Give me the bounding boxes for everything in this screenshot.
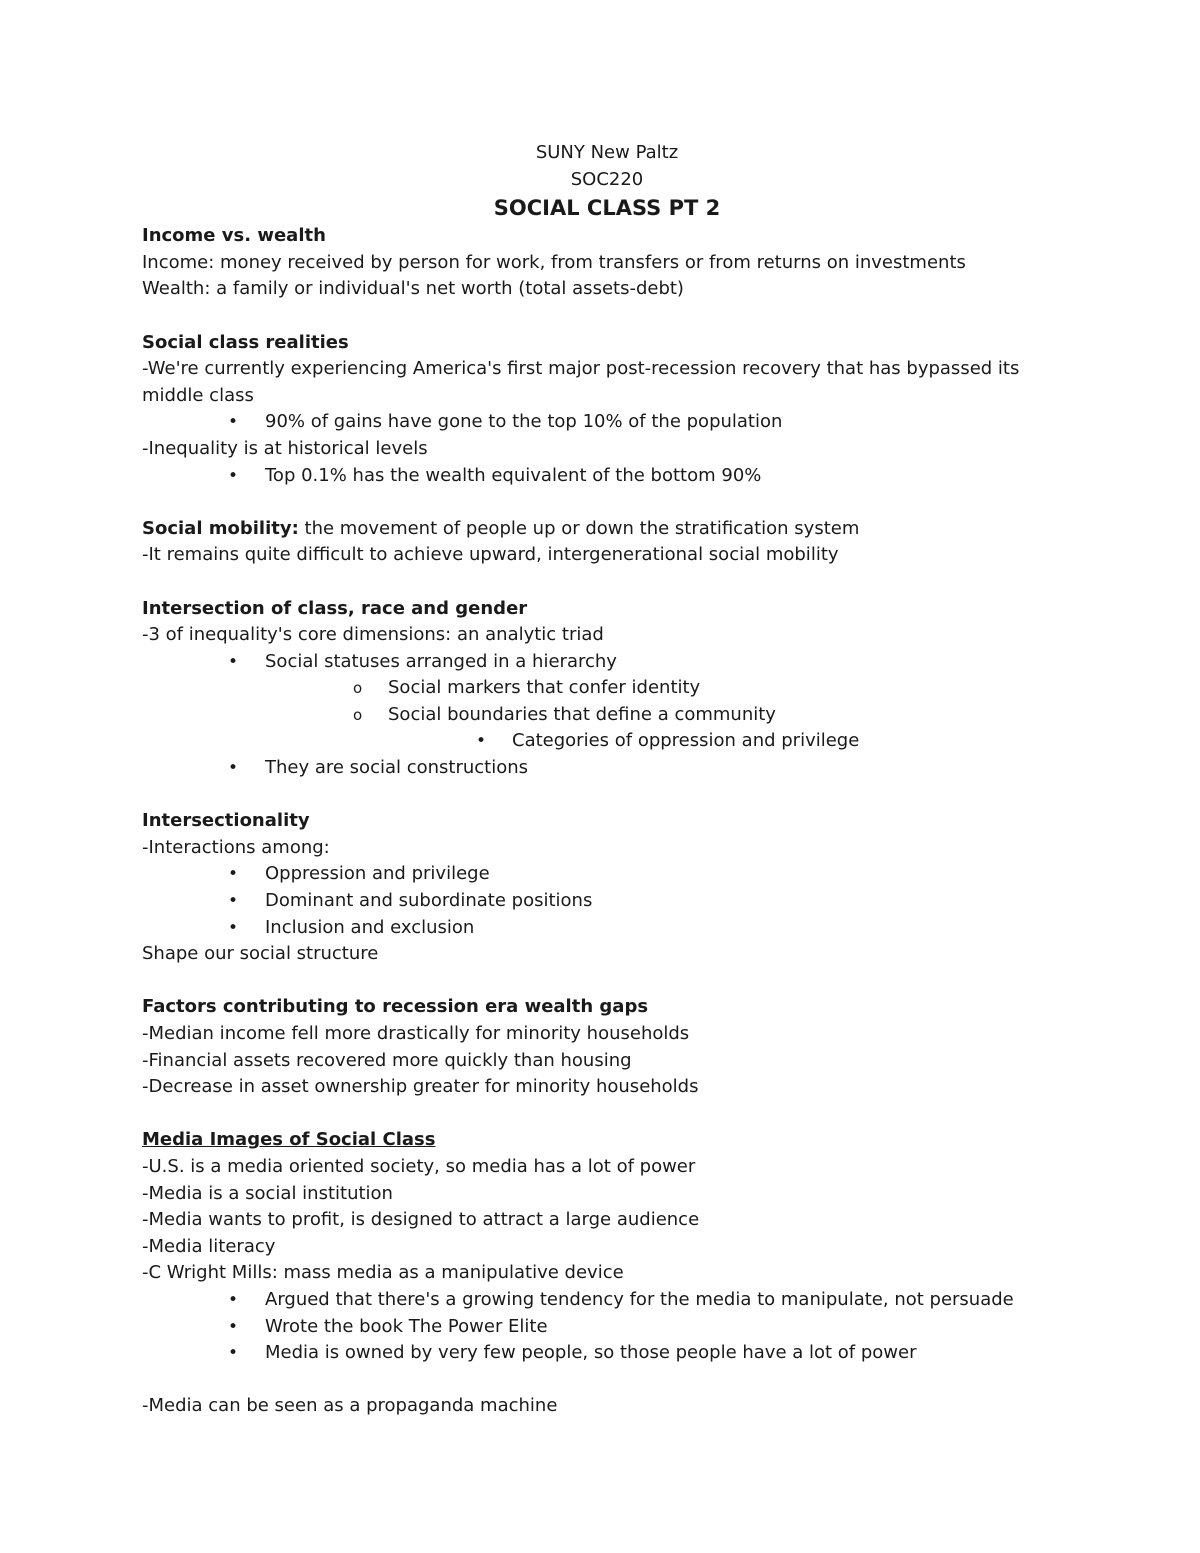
spacer [142,303,1072,330]
bullet-icon: • [228,1343,239,1364]
bullet-icon: • [228,758,239,779]
list-item [142,409,1072,436]
intersection-text: -3 of inequality's core dimensions: an analytic triad [142,624,604,646]
bullet-icon: • [228,1316,239,1337]
list-item [142,675,1072,702]
intersectionality-text: Shape our social structure [142,943,379,965]
list-item [142,915,1072,942]
list-item-text: Wrote the book The Power Elite [265,1315,548,1337]
section-heading-factors: Factors contributing to recession era wealth gaps [142,996,649,1018]
media-text: -Media literacy [142,1235,276,1257]
course-code: SOC220 [570,168,644,190]
section-heading-mobility: Social mobility: [142,517,299,539]
list-item [142,728,1072,755]
list-item [142,1287,1072,1314]
wealth-definition: Wealth: a family or individual's net worth (total assets-debt) [142,278,684,300]
list-item [142,861,1072,888]
list-item-text: 90% of gains have gone to the top 10% of the population [265,411,783,433]
section-heading-income-wealth: Income vs. wealth [142,225,326,247]
list-item [142,702,1072,729]
list-item [142,1314,1072,1341]
spacer [142,1101,1072,1128]
list-item-text: They are social constructions [265,757,529,779]
media-text: -U.S. is a media oriented society, so media has a lot of power [142,1155,696,1177]
list-item-text: Dominant and subordinate positions [265,890,593,912]
list-item [142,1340,1072,1367]
factors-text: -Median income fell more drastically for minority households [142,1023,690,1044]
list-item-text: Social markers that confer identity [388,677,701,699]
spacer [142,782,1072,809]
spacer [142,968,1072,995]
mobility-definition-text: the movement of people up or down the stratification system [298,517,860,539]
media-text: -Media wants to profit, is designed to attract a large audience [142,1209,700,1231]
media-text: -Media can be seen as a propaganda machine [142,1395,558,1417]
list-item-text: Social boundaries that define a community [388,703,776,725]
list-item-text: Media is owned by very few people, so those people have a lot of power [265,1342,917,1364]
bullet-icon: • [228,412,239,433]
section-heading-media: Media Images of Social Class [142,1129,436,1151]
list-item [142,888,1072,915]
bullet-icon: • [228,864,239,885]
realities-text: -We're currently experiencing America's first major post-recession recovery that has bypassed its middle class [142,358,1020,406]
list-item-text: Top 0.1% has the wealth equivalent of the bottom 90% [265,464,762,486]
bullet-icon: • [476,731,487,752]
bullet-icon: • [228,651,239,672]
mobility-text: -It remains quite difficult to achieve upward, intergenerational social mobility [142,544,839,566]
bullet-icon: • [228,917,239,938]
list-item [142,463,1072,490]
list-item [142,755,1072,782]
mobility-definition [142,516,1072,543]
document-page [142,140,1072,1420]
list-item-text: Categories of oppression and privilege [512,730,860,752]
media-text: -C Wright Mills: mass media as a manipulative device [142,1262,624,1284]
circle-bullet-icon: o [353,679,363,698]
media-text: -Media is a social institution [142,1182,393,1204]
income-definition: Income: money received by person for work, from transfers or from returns on investments [142,251,966,273]
bullet-icon: • [228,1289,239,1310]
list-item-text: Argued that there's a growing tendency for the media to manipulate, not persuade [265,1288,1014,1310]
bullet-icon: • [228,891,239,912]
spacer [142,489,1072,516]
list-item-text: Oppression and privilege [265,863,490,885]
factors-text: -Decrease in asset ownership greater for minority households [142,1076,699,1098]
list-item-text: Inclusion and exclusion [265,916,475,938]
spacer [142,1367,1072,1394]
section-heading-intersection: Intersection of class, race and gender [142,597,528,619]
intersectionality-text: -Interactions among: [142,836,330,858]
circle-bullet-icon: o [353,705,363,724]
factors-text: -Financial assets recovered more quickly than housing [142,1049,632,1071]
list-item-text: Social statuses arranged in a hierarchy [265,650,617,672]
section-heading-intersectionality: Intersectionality [142,810,310,832]
list-item [142,649,1072,676]
bullet-icon: • [228,465,239,486]
document-title: SOCIAL CLASS PT 2 [493,196,721,221]
section-heading-realities: Social class realities [142,331,349,353]
school-name: SUNY New Paltz [535,142,679,163]
realities-text: -Inequality is at historical levels [142,437,428,459]
spacer [142,569,1072,596]
